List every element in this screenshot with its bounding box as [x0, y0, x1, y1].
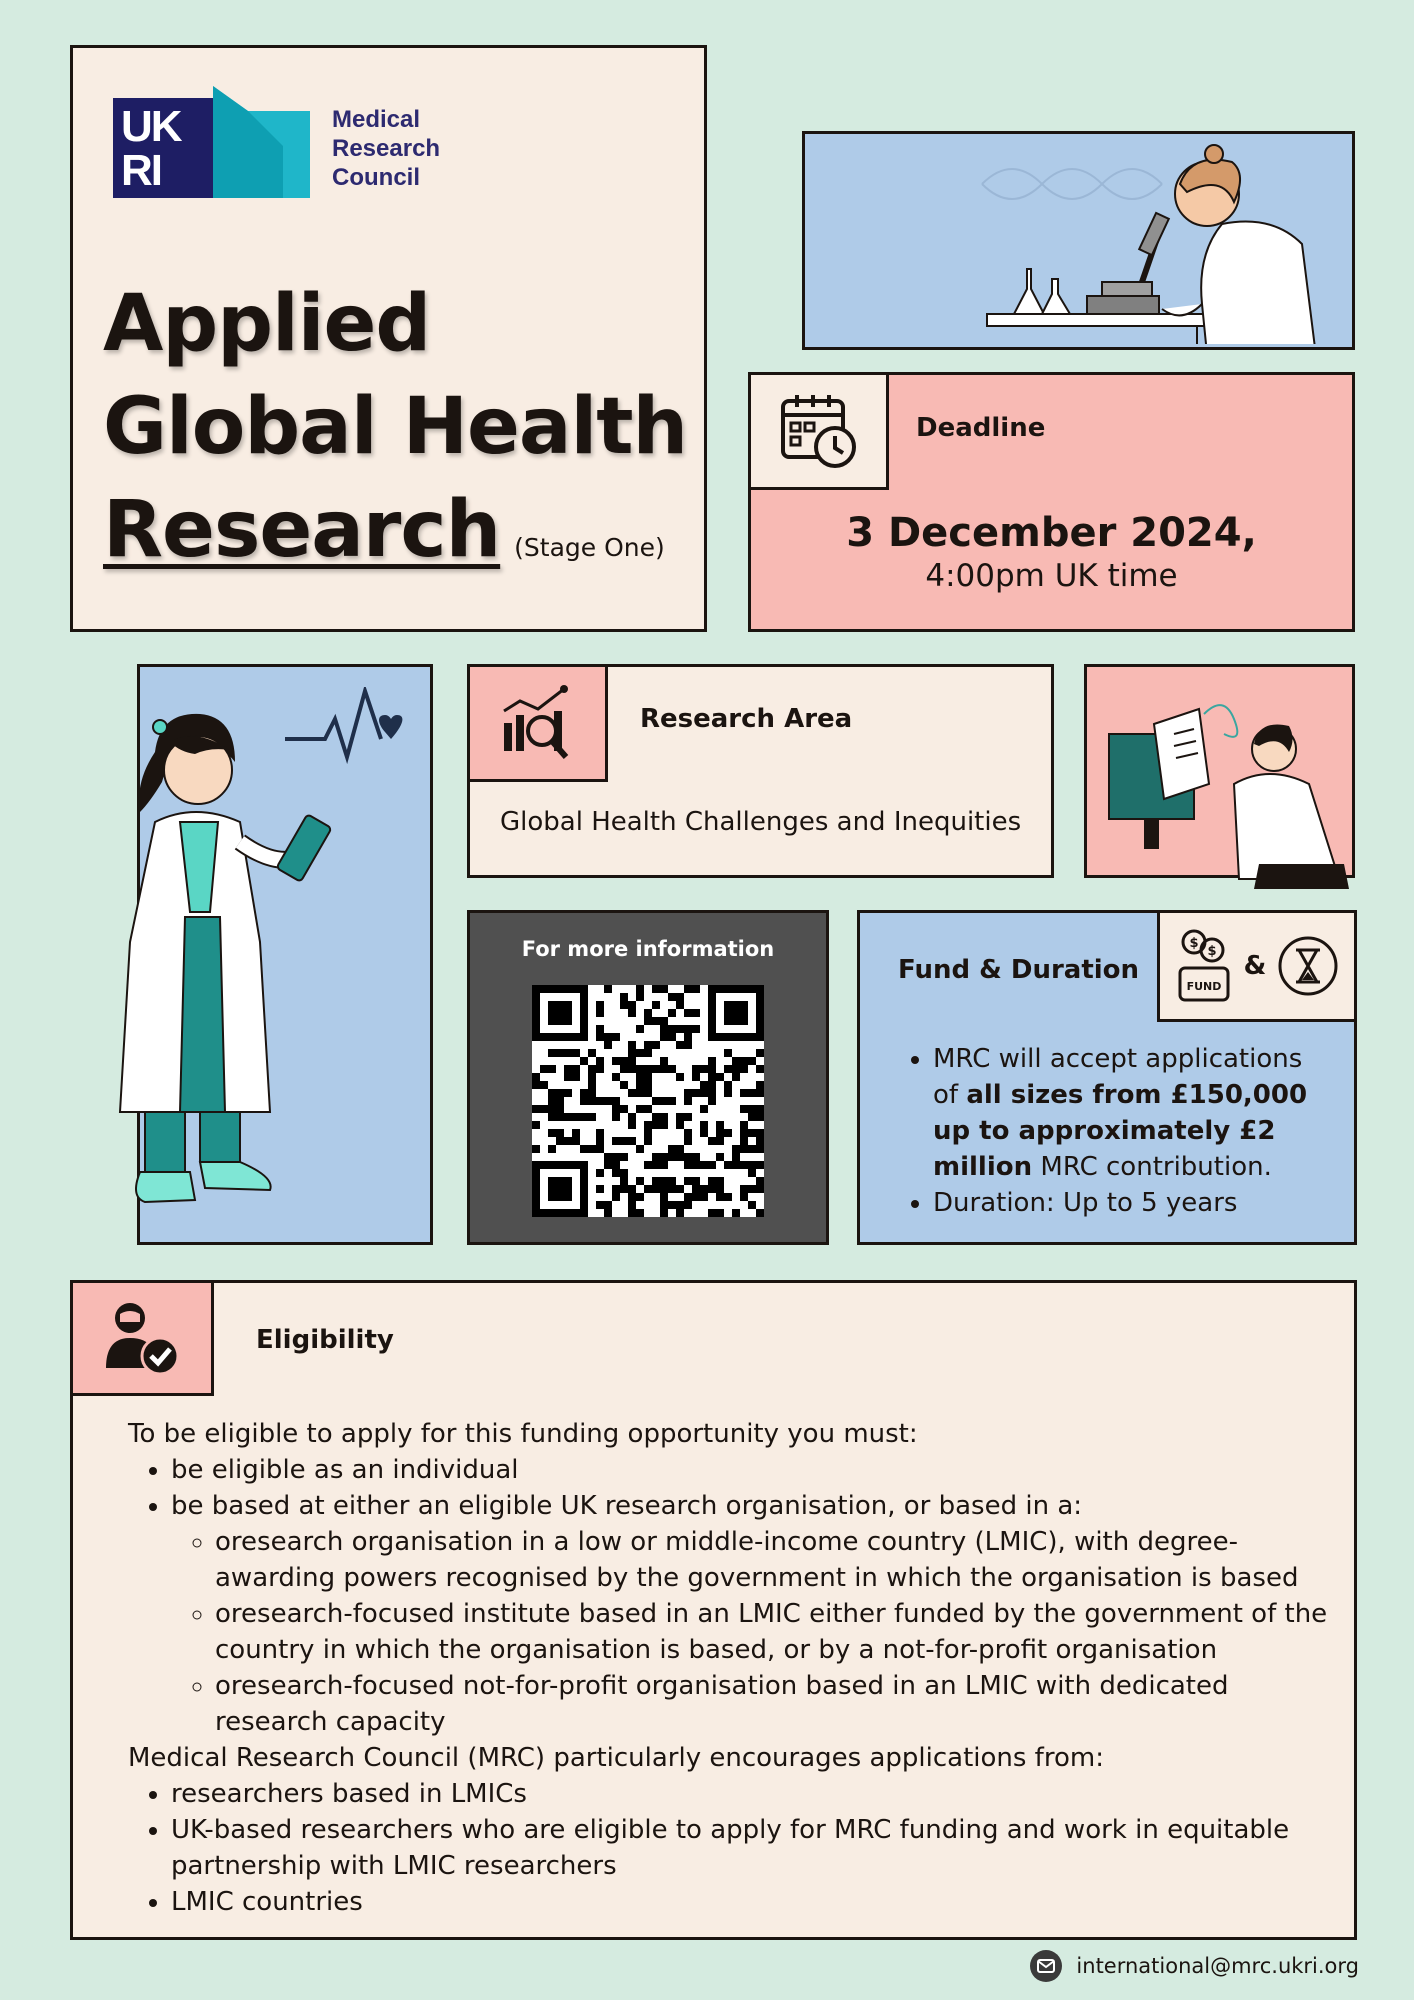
scientist-microscope-illustration [802, 131, 1355, 350]
qr-modules [532, 985, 764, 1217]
title-card [70, 45, 707, 632]
research-area-icon-tile [467, 664, 608, 782]
hourglass-icon [1276, 934, 1340, 998]
list-item: • UK-based researchers who are eligible to apply for MRC funding and work in equitable partnership with LMIC researchers [171, 1812, 1328, 1884]
list-item [171, 1488, 1328, 1740]
contact-email[interactable]: international@mrc.ukri.org [1076, 1954, 1359, 1978]
fund-text: MRC will accept applications of [933, 1044, 1303, 1110]
qr-label: For more information [521, 937, 775, 961]
title-line-1: Applied [103, 279, 431, 369]
stage-label: (Stage One) [514, 533, 665, 562]
list-item: • Duration: Up to 5 years [933, 1185, 1333, 1221]
list-item: ◦ oresearch-focused institute based in an LMIC either funded by the government of the country in which the organisation is based, or by a not-for-profit organisation [215, 1596, 1328, 1668]
eligibility-sublist [171, 1524, 1328, 1740]
list-item: ◦ oresearch-focused not-for-profit organisation based in an LMIC with dedicated research capacity [215, 1668, 1328, 1740]
list-item: • researchers based in LMICs [171, 1776, 1328, 1812]
microscope-scene-icon [802, 74, 1355, 344]
chart-magnifier-icon [498, 683, 578, 763]
research-area-heading: Research Area [640, 704, 853, 734]
contact-footer [1030, 1950, 1359, 1982]
eligibility-card [70, 1280, 1357, 1940]
researcher-computer-illustration [1084, 664, 1355, 878]
fund-list [898, 1041, 1333, 1221]
eligibility-list [128, 1452, 1328, 1740]
logo-org-line: Council [332, 163, 420, 191]
mrc-logo [113, 98, 440, 198]
fund-icon-tile [1157, 910, 1357, 1022]
fund-text: MRC contribution. [1032, 1152, 1272, 1182]
title-line-2: Global Health [103, 382, 688, 472]
email-icon [1030, 1950, 1062, 1982]
user-check-icon [102, 1300, 182, 1376]
encourage-intro: Medical Research Council (MRC) particularly encourages applications from: [128, 1743, 1104, 1773]
eligibility-body [128, 1416, 1328, 1920]
ampersand: & [1243, 951, 1267, 981]
eligibility-icon-tile [70, 1280, 214, 1396]
deadline-time: 4:00pm UK time [925, 558, 1178, 594]
man-computer-icon [1084, 664, 1355, 894]
list-item: • be eligible as an individual [171, 1452, 1328, 1488]
svg-text:$: $ [1189, 936, 1199, 951]
logo-org-name [332, 105, 440, 192]
list-item-text: be based at either an eligible UK research organisation, or based in a: [171, 1491, 1083, 1521]
calendar-clock-icon [779, 391, 859, 471]
fund-duration-card [857, 910, 1357, 1245]
deadline-card [748, 372, 1355, 632]
fund-icon-label: FUND [1186, 980, 1222, 993]
title-line-3: Research [103, 485, 501, 575]
qr-code-icon [532, 985, 764, 1217]
fund-amount: all sizes from £150,000 up to approximately £2 million [933, 1080, 1308, 1182]
ukri-logo-mark [113, 98, 213, 198]
logo-org-line: Medical [332, 105, 421, 133]
eligibility-heading: Eligibility [256, 1325, 394, 1355]
fund-jar-icon [1174, 928, 1234, 1004]
deadline-date: 3 December 2024, [846, 510, 1257, 556]
list-item [933, 1041, 1333, 1185]
encourage-list [128, 1776, 1328, 1920]
list-item: • LMIC countries [171, 1884, 1328, 1920]
logo-mark-line-1: UK [121, 102, 181, 151]
svg-text:$: $ [1207, 944, 1217, 959]
qr-code[interactable] [532, 985, 764, 1217]
deadline-icon-tile [748, 372, 889, 490]
research-area-text: Global Health Challenges and Inequities [500, 807, 1022, 837]
woman-scientist-icon [100, 692, 400, 1292]
deadline-heading: Deadline [916, 413, 1046, 443]
scientist-tablet-illustration [137, 664, 433, 1245]
logo-org-line: Research [332, 134, 441, 162]
eligibility-intro: To be eligible to apply for this funding opportunity you must: [128, 1419, 918, 1449]
list-item: ◦ oresearch organisation in a low or middle-income country (LMIC), with degree-awarding powers recognised by the government in which the organisation is based [215, 1524, 1328, 1596]
more-info-card [467, 910, 829, 1245]
fund-heading: Fund & Duration [898, 955, 1140, 985]
logo-teal-shape [213, 86, 310, 198]
research-area-card [467, 664, 1054, 878]
page-title [103, 273, 687, 599]
logo-mark-line-2: RI [121, 146, 161, 195]
